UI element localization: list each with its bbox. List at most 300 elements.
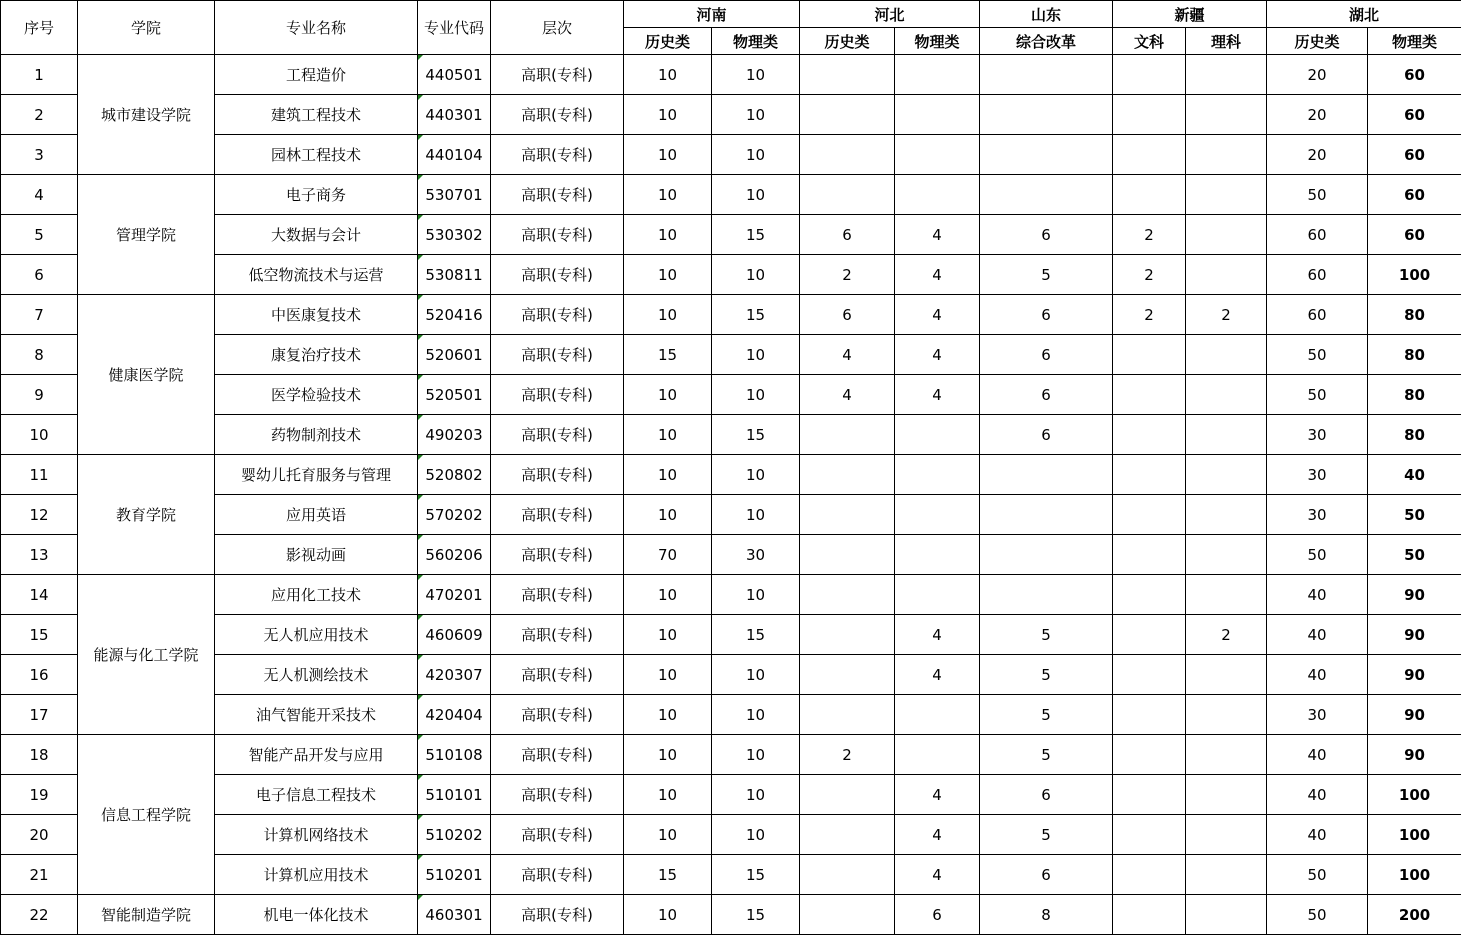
seq-cell: 12 <box>1 495 78 535</box>
quota-xinjiang-arts-cell <box>1113 175 1186 215</box>
table-row <box>1 135 1461 175</box>
quota-hubei-history-cell: 40 <box>1267 615 1368 655</box>
quota-hebei-physics-cell: 4 <box>895 655 980 695</box>
quota-hebei-history-cell <box>800 615 895 655</box>
seq-cell: 13 <box>1 535 78 575</box>
quota-xinjiang-arts-cell <box>1113 135 1186 175</box>
major-cell: 医学检验技术 <box>215 375 418 415</box>
quota-xinjiang-science-cell <box>1186 815 1267 855</box>
quota-hubei-physics-cell: 60 <box>1368 55 1461 95</box>
header-xinjiang-science: 理科 <box>1186 28 1267 55</box>
quota-hubei-history-cell: 20 <box>1267 135 1368 175</box>
quota-hubei-physics-cell: 100 <box>1368 855 1461 895</box>
quota-henan-history-cell: 10 <box>624 455 712 495</box>
major-cell: 计算机应用技术 <box>215 855 418 895</box>
header-shandong-comprehensive: 综合改革 <box>980 28 1113 55</box>
quota-hubei-physics-cell: 60 <box>1368 175 1461 215</box>
quota-hubei-history-cell: 40 <box>1267 775 1368 815</box>
quota-shandong-comprehensive-cell: 5 <box>980 735 1113 775</box>
header-major: 专业名称 <box>215 1 418 55</box>
major-cell: 婴幼儿托育服务与管理 <box>215 455 418 495</box>
code-cell: 530811 <box>418 255 491 295</box>
quota-hebei-physics-cell <box>895 695 980 735</box>
table-row <box>1 215 1461 255</box>
college-cell: 城市建设学院 <box>78 55 215 175</box>
level-cell: 高职(专科) <box>491 735 624 775</box>
seq-cell: 19 <box>1 775 78 815</box>
quota-hubei-history-cell: 50 <box>1267 175 1368 215</box>
quota-xinjiang-arts-cell <box>1113 855 1186 895</box>
table-row <box>1 335 1461 375</box>
quota-hubei-history-cell: 40 <box>1267 655 1368 695</box>
quota-shandong-comprehensive-cell: 6 <box>980 375 1113 415</box>
quota-hebei-history-cell <box>800 655 895 695</box>
seq-cell: 11 <box>1 455 78 495</box>
quota-xinjiang-science-cell <box>1186 575 1267 615</box>
quota-hebei-physics-cell <box>895 575 980 615</box>
code-cell: 440104 <box>418 135 491 175</box>
quota-shandong-comprehensive-cell: 5 <box>980 655 1113 695</box>
quota-henan-physics-cell: 10 <box>712 455 800 495</box>
table-row <box>1 855 1461 895</box>
header-hebei-physics: 物理类 <box>895 28 980 55</box>
quota-xinjiang-science-cell <box>1186 775 1267 815</box>
quota-hubei-physics-cell: 80 <box>1368 415 1461 455</box>
quota-hubei-history-cell: 50 <box>1267 535 1368 575</box>
quota-henan-physics-cell: 10 <box>712 335 800 375</box>
header-seq: 序号 <box>1 1 78 55</box>
quota-xinjiang-science-cell <box>1186 95 1267 135</box>
seq-cell: 16 <box>1 655 78 695</box>
quota-henan-history-cell: 10 <box>624 495 712 535</box>
table-row <box>1 375 1461 415</box>
quota-henan-history-cell: 15 <box>624 855 712 895</box>
level-cell: 高职(专科) <box>491 215 624 255</box>
header-code: 专业代码 <box>418 1 491 55</box>
code-cell: 420307 <box>418 655 491 695</box>
quota-henan-physics-cell: 15 <box>712 295 800 335</box>
level-cell: 高职(专科) <box>491 455 624 495</box>
quota-hebei-physics-cell: 4 <box>895 295 980 335</box>
header-level: 层次 <box>491 1 624 55</box>
quota-hebei-history-cell <box>800 775 895 815</box>
level-cell: 高职(专科) <box>491 415 624 455</box>
level-cell: 高职(专科) <box>491 695 624 735</box>
level-cell: 高职(专科) <box>491 815 624 855</box>
quota-xinjiang-science-cell <box>1186 455 1267 495</box>
quota-hubei-physics-cell: 90 <box>1368 695 1461 735</box>
header-hubei-physics: 物理类 <box>1368 28 1461 55</box>
quota-henan-history-cell: 10 <box>624 215 712 255</box>
quota-hubei-history-cell: 30 <box>1267 695 1368 735</box>
major-cell: 工程造价 <box>215 55 418 95</box>
major-cell: 无人机测绘技术 <box>215 655 418 695</box>
code-cell: 530302 <box>418 215 491 255</box>
seq-cell: 3 <box>1 135 78 175</box>
quota-hubei-history-cell: 60 <box>1267 295 1368 335</box>
quota-henan-history-cell: 10 <box>624 735 712 775</box>
quota-henan-history-cell: 15 <box>624 335 712 375</box>
quota-hubei-history-cell: 50 <box>1267 855 1368 895</box>
quota-hebei-physics-cell: 4 <box>895 855 980 895</box>
college-cell: 信息工程学院 <box>78 735 215 895</box>
level-cell: 高职(专科) <box>491 335 624 375</box>
quota-hebei-history-cell: 4 <box>800 375 895 415</box>
quota-xinjiang-science-cell <box>1186 895 1267 935</box>
quota-henan-history-cell: 10 <box>624 895 712 935</box>
quota-shandong-comprehensive-cell: 6 <box>980 295 1113 335</box>
quota-henan-history-cell: 10 <box>624 655 712 695</box>
seq-cell: 18 <box>1 735 78 775</box>
quota-hebei-physics-cell <box>895 735 980 775</box>
quota-henan-history-cell: 10 <box>624 415 712 455</box>
quota-hebei-physics-cell <box>895 55 980 95</box>
quota-hubei-history-cell: 30 <box>1267 415 1368 455</box>
code-cell: 510201 <box>418 855 491 895</box>
quota-shandong-comprehensive-cell <box>980 175 1113 215</box>
quota-hubei-history-cell: 60 <box>1267 255 1368 295</box>
quota-hebei-physics-cell <box>895 135 980 175</box>
code-cell: 470201 <box>418 575 491 615</box>
code-cell: 520501 <box>418 375 491 415</box>
quota-henan-physics-cell: 15 <box>712 895 800 935</box>
quota-henan-physics-cell: 10 <box>712 375 800 415</box>
quota-hebei-history-cell <box>800 575 895 615</box>
seq-cell: 9 <box>1 375 78 415</box>
quota-xinjiang-arts-cell <box>1113 815 1186 855</box>
quota-shandong-comprehensive-cell: 6 <box>980 415 1113 455</box>
table-header <box>1 1 1461 55</box>
quota-henan-history-cell: 10 <box>624 815 712 855</box>
major-cell: 低空物流技术与运营 <box>215 255 418 295</box>
major-cell: 影视动画 <box>215 535 418 575</box>
quota-hebei-physics-cell: 4 <box>895 255 980 295</box>
table-row <box>1 815 1461 855</box>
level-cell: 高职(专科) <box>491 615 624 655</box>
quota-xinjiang-arts-cell <box>1113 95 1186 135</box>
seq-cell: 22 <box>1 895 78 935</box>
quota-henan-history-cell: 10 <box>624 575 712 615</box>
table-row <box>1 775 1461 815</box>
seq-cell: 5 <box>1 215 78 255</box>
quota-xinjiang-science-cell <box>1186 375 1267 415</box>
quota-hebei-physics-cell <box>895 495 980 535</box>
quota-henan-history-cell: 10 <box>624 175 712 215</box>
quota-hubei-history-cell: 50 <box>1267 335 1368 375</box>
header-hebei-history: 历史类 <box>800 28 895 55</box>
code-cell: 530701 <box>418 175 491 215</box>
quota-henan-physics-cell: 10 <box>712 695 800 735</box>
quota-shandong-comprehensive-cell: 8 <box>980 895 1113 935</box>
major-cell: 油气智能开采技术 <box>215 695 418 735</box>
quota-hebei-history-cell <box>800 495 895 535</box>
level-cell: 高职(专科) <box>491 95 624 135</box>
table-row <box>1 255 1461 295</box>
quota-henan-physics-cell: 15 <box>712 415 800 455</box>
code-cell: 460301 <box>418 895 491 935</box>
header-province-hebei: 河北 <box>800 1 980 28</box>
quota-shandong-comprehensive-cell: 6 <box>980 335 1113 375</box>
table-row <box>1 455 1461 495</box>
level-cell: 高职(专科) <box>491 135 624 175</box>
quota-hubei-history-cell: 50 <box>1267 375 1368 415</box>
quota-hubei-physics-cell: 80 <box>1368 295 1461 335</box>
quota-henan-history-cell: 10 <box>624 695 712 735</box>
quota-xinjiang-arts-cell <box>1113 535 1186 575</box>
quota-henan-physics-cell: 10 <box>712 575 800 615</box>
quota-hebei-history-cell <box>800 175 895 215</box>
quota-xinjiang-science-cell <box>1186 735 1267 775</box>
quota-henan-history-cell: 10 <box>624 775 712 815</box>
quota-henan-physics-cell: 15 <box>712 215 800 255</box>
seq-cell: 21 <box>1 855 78 895</box>
header-province-xinjiang: 新疆 <box>1113 1 1267 28</box>
quota-xinjiang-science-cell <box>1186 215 1267 255</box>
level-cell: 高职(专科) <box>491 175 624 215</box>
table-row <box>1 175 1461 215</box>
seq-cell: 2 <box>1 95 78 135</box>
seq-cell: 8 <box>1 335 78 375</box>
quota-xinjiang-arts-cell <box>1113 375 1186 415</box>
quota-hebei-physics-cell <box>895 415 980 455</box>
level-cell: 高职(专科) <box>491 295 624 335</box>
quota-xinjiang-arts-cell <box>1113 55 1186 95</box>
college-cell: 教育学院 <box>78 455 215 575</box>
quota-hubei-physics-cell: 50 <box>1368 495 1461 535</box>
quota-xinjiang-arts-cell <box>1113 415 1186 455</box>
quota-xinjiang-arts-cell <box>1113 895 1186 935</box>
major-cell: 电子信息工程技术 <box>215 775 418 815</box>
level-cell: 高职(专科) <box>491 375 624 415</box>
quota-henan-physics-cell: 10 <box>712 495 800 535</box>
quota-hubei-history-cell: 40 <box>1267 575 1368 615</box>
level-cell: 高职(专科) <box>491 495 624 535</box>
seq-cell: 7 <box>1 295 78 335</box>
quota-hubei-history-cell: 60 <box>1267 215 1368 255</box>
quota-hebei-physics-cell <box>895 455 980 495</box>
quota-hebei-history-cell <box>800 695 895 735</box>
level-cell: 高职(专科) <box>491 535 624 575</box>
quota-henan-history-cell: 10 <box>624 135 712 175</box>
header-province-henan: 河南 <box>624 1 800 28</box>
level-cell: 高职(专科) <box>491 855 624 895</box>
quota-henan-history-cell: 10 <box>624 95 712 135</box>
college-cell: 能源与化工学院 <box>78 575 215 735</box>
code-cell: 510202 <box>418 815 491 855</box>
seq-cell: 4 <box>1 175 78 215</box>
quota-shandong-comprehensive-cell: 5 <box>980 815 1113 855</box>
quota-xinjiang-science-cell <box>1186 415 1267 455</box>
quota-hebei-physics-cell: 6 <box>895 895 980 935</box>
code-cell: 460609 <box>418 615 491 655</box>
quota-hebei-physics-cell <box>895 95 980 135</box>
quota-hubei-history-cell: 20 <box>1267 95 1368 135</box>
quota-henan-physics-cell: 10 <box>712 135 800 175</box>
quota-shandong-comprehensive-cell <box>980 95 1113 135</box>
quota-xinjiang-arts-cell <box>1113 335 1186 375</box>
quota-hebei-history-cell <box>800 95 895 135</box>
college-cell: 智能制造学院 <box>78 895 215 935</box>
quota-hubei-physics-cell: 100 <box>1368 775 1461 815</box>
quota-henan-physics-cell: 10 <box>712 175 800 215</box>
quota-xinjiang-arts-cell: 2 <box>1113 295 1186 335</box>
quota-henan-physics-cell: 10 <box>712 815 800 855</box>
quota-henan-physics-cell: 10 <box>712 655 800 695</box>
quota-xinjiang-science-cell <box>1186 255 1267 295</box>
quota-hubei-physics-cell: 60 <box>1368 95 1461 135</box>
quota-henan-physics-cell: 10 <box>712 775 800 815</box>
seq-cell: 10 <box>1 415 78 455</box>
level-cell: 高职(专科) <box>491 775 624 815</box>
quota-shandong-comprehensive-cell <box>980 135 1113 175</box>
seq-cell: 6 <box>1 255 78 295</box>
quota-hebei-history-cell: 6 <box>800 215 895 255</box>
quota-hubei-physics-cell: 80 <box>1368 335 1461 375</box>
quota-shandong-comprehensive-cell <box>980 575 1113 615</box>
quota-hebei-history-cell: 2 <box>800 735 895 775</box>
major-cell: 康复治疗技术 <box>215 335 418 375</box>
quota-xinjiang-science-cell <box>1186 855 1267 895</box>
quota-shandong-comprehensive-cell: 5 <box>980 615 1113 655</box>
quota-xinjiang-science-cell <box>1186 55 1267 95</box>
quota-xinjiang-science-cell <box>1186 335 1267 375</box>
quota-hubei-history-cell: 40 <box>1267 735 1368 775</box>
major-cell: 药物制剂技术 <box>215 415 418 455</box>
header-college: 学院 <box>78 1 215 55</box>
header-province-hubei: 湖北 <box>1267 1 1461 28</box>
code-cell: 570202 <box>418 495 491 535</box>
quota-hebei-physics-cell: 4 <box>895 775 980 815</box>
quota-hubei-history-cell: 20 <box>1267 55 1368 95</box>
quota-hebei-history-cell <box>800 815 895 855</box>
quota-shandong-comprehensive-cell: 6 <box>980 775 1113 815</box>
quota-xinjiang-science-cell <box>1186 655 1267 695</box>
code-cell: 510101 <box>418 775 491 815</box>
quota-hubei-history-cell: 40 <box>1267 815 1368 855</box>
code-cell: 520601 <box>418 335 491 375</box>
major-cell: 建筑工程技术 <box>215 95 418 135</box>
quota-hubei-physics-cell: 50 <box>1368 535 1461 575</box>
header-province-shandong: 山东 <box>980 1 1113 28</box>
seq-cell: 1 <box>1 55 78 95</box>
level-cell: 高职(专科) <box>491 55 624 95</box>
quota-hebei-physics-cell: 4 <box>895 335 980 375</box>
quota-shandong-comprehensive-cell <box>980 455 1113 495</box>
level-cell: 高职(专科) <box>491 255 624 295</box>
major-cell: 应用化工技术 <box>215 575 418 615</box>
seq-cell: 20 <box>1 815 78 855</box>
seq-cell: 14 <box>1 575 78 615</box>
quota-hebei-history-cell <box>800 455 895 495</box>
seq-cell: 15 <box>1 615 78 655</box>
quota-hubei-physics-cell: 90 <box>1368 735 1461 775</box>
quota-shandong-comprehensive-cell: 5 <box>980 255 1113 295</box>
major-cell: 园林工程技术 <box>215 135 418 175</box>
quota-xinjiang-science-cell <box>1186 495 1267 535</box>
level-cell: 高职(专科) <box>491 895 624 935</box>
quota-shandong-comprehensive-cell <box>980 495 1113 535</box>
quota-hebei-physics-cell <box>895 175 980 215</box>
major-cell: 无人机应用技术 <box>215 615 418 655</box>
quota-hebei-history-cell <box>800 135 895 175</box>
quota-hebei-history-cell <box>800 55 895 95</box>
quota-hebei-history-cell: 4 <box>800 335 895 375</box>
quota-xinjiang-science-cell <box>1186 175 1267 215</box>
quota-xinjiang-arts-cell <box>1113 615 1186 655</box>
quota-henan-physics-cell: 15 <box>712 855 800 895</box>
quota-hubei-physics-cell: 90 <box>1368 615 1461 655</box>
quota-hebei-history-cell <box>800 855 895 895</box>
table-row <box>1 495 1461 535</box>
quota-henan-history-cell: 10 <box>624 255 712 295</box>
code-cell: 490203 <box>418 415 491 455</box>
code-cell: 440501 <box>418 55 491 95</box>
quota-hubei-physics-cell: 200 <box>1368 895 1461 935</box>
table-row <box>1 575 1461 615</box>
quota-shandong-comprehensive-cell: 6 <box>980 855 1113 895</box>
college-cell: 管理学院 <box>78 175 215 295</box>
table-body <box>1 55 1461 935</box>
major-cell: 电子商务 <box>215 175 418 215</box>
major-cell: 机电一体化技术 <box>215 895 418 935</box>
major-cell: 计算机网络技术 <box>215 815 418 855</box>
quota-xinjiang-arts-cell <box>1113 695 1186 735</box>
quota-henan-physics-cell: 15 <box>712 615 800 655</box>
header-hubei-history: 历史类 <box>1267 28 1368 55</box>
quota-henan-history-cell: 10 <box>624 615 712 655</box>
quota-hubei-physics-cell: 100 <box>1368 255 1461 295</box>
table-row <box>1 695 1461 735</box>
quota-shandong-comprehensive-cell: 5 <box>980 695 1113 735</box>
table-row <box>1 535 1461 575</box>
quota-hebei-physics-cell: 4 <box>895 375 980 415</box>
quota-xinjiang-science-cell <box>1186 535 1267 575</box>
quota-hebei-physics-cell: 4 <box>895 615 980 655</box>
quota-hebei-physics-cell: 4 <box>895 815 980 855</box>
college-cell: 健康医学院 <box>78 295 215 455</box>
major-cell: 智能产品开发与应用 <box>215 735 418 775</box>
quota-hubei-physics-cell: 60 <box>1368 135 1461 175</box>
quota-xinjiang-arts-cell: 2 <box>1113 215 1186 255</box>
quota-xinjiang-arts-cell: 2 <box>1113 255 1186 295</box>
major-cell: 中医康复技术 <box>215 295 418 335</box>
quota-hubei-history-cell: 50 <box>1267 895 1368 935</box>
quota-hebei-history-cell <box>800 415 895 455</box>
seq-cell: 17 <box>1 695 78 735</box>
table-row <box>1 415 1461 455</box>
quota-henan-history-cell: 10 <box>624 375 712 415</box>
quota-henan-physics-cell: 10 <box>712 55 800 95</box>
quota-hebei-physics-cell <box>895 535 980 575</box>
level-cell: 高职(专科) <box>491 655 624 695</box>
major-cell: 大数据与会计 <box>215 215 418 255</box>
table-row <box>1 655 1461 695</box>
quota-xinjiang-arts-cell <box>1113 455 1186 495</box>
header-henan-physics: 物理类 <box>712 28 800 55</box>
quota-hebei-physics-cell: 4 <box>895 215 980 255</box>
quota-hubei-history-cell: 30 <box>1267 495 1368 535</box>
header-henan-history: 历史类 <box>624 28 712 55</box>
quota-henan-physics-cell: 10 <box>712 255 800 295</box>
quota-henan-physics-cell: 10 <box>712 95 800 135</box>
table-row <box>1 55 1461 95</box>
quota-xinjiang-arts-cell <box>1113 495 1186 535</box>
quota-hubei-physics-cell: 90 <box>1368 655 1461 695</box>
quota-shandong-comprehensive-cell: 6 <box>980 215 1113 255</box>
quota-xinjiang-science-cell <box>1186 135 1267 175</box>
table-row <box>1 895 1461 935</box>
quota-hebei-history-cell: 2 <box>800 255 895 295</box>
